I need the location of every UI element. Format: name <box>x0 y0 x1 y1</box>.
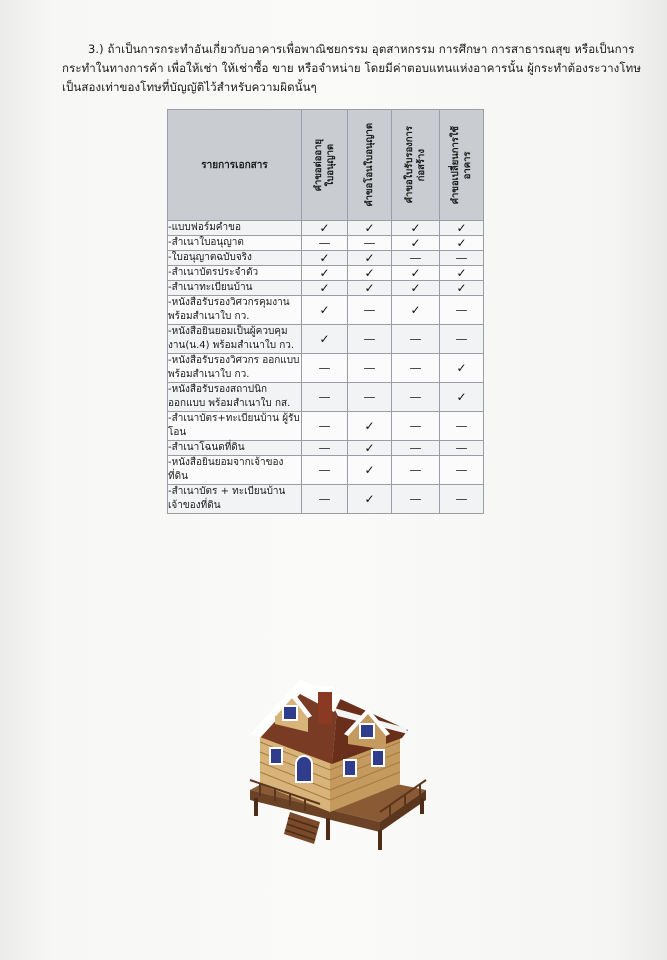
renew-license-mark <box>302 221 348 236</box>
checkmark-icon: ✓ <box>410 281 421 295</box>
header-document-list: รายการเอกสาร <box>168 110 302 221</box>
renew-license-mark <box>302 456 348 485</box>
change-use-mark <box>440 325 484 354</box>
dash-icon: — <box>363 303 376 317</box>
table-row <box>168 412 484 441</box>
checkmark-icon: ✓ <box>456 361 467 375</box>
change-use-mark <box>440 441 484 456</box>
table-row <box>168 251 484 266</box>
change-use-mark <box>440 266 484 281</box>
table-row <box>168 266 484 281</box>
change-use-mark <box>440 456 484 485</box>
construction-cert-mark <box>392 441 440 456</box>
dash-icon: — <box>409 251 422 265</box>
checkmark-icon: ✓ <box>364 419 375 433</box>
checkmark-icon: ✓ <box>456 236 467 250</box>
checkmark-icon: ✓ <box>364 221 375 235</box>
dash-icon: — <box>363 361 376 375</box>
dash-icon: — <box>318 441 331 455</box>
checkmark-icon: ✓ <box>410 221 421 235</box>
transfer-license-mark <box>348 325 392 354</box>
document-item-label: -หนังสือยินยอมเป็นผู้ควบคุมงาน(น.4) พร้อมสำเนาใบ กว. <box>168 325 302 354</box>
checkmark-icon: ✓ <box>319 251 330 265</box>
table-row <box>168 236 484 251</box>
dash-icon: — <box>455 251 468 265</box>
change-use-mark <box>440 485 484 514</box>
checkmark-icon: ✓ <box>410 266 421 280</box>
header-renew-license-label: คำขอต่ออายุ ใบอนุญาต <box>312 138 336 192</box>
checkmark-icon: ✓ <box>456 390 467 404</box>
document-item-label: -ใบอนุญาตฉบับจริง <box>168 251 302 266</box>
renew-license-mark <box>302 441 348 456</box>
document-item-label: -หนังสือยินยอมจากเจ้าของ ที่ดิน <box>168 456 302 485</box>
penalty-paragraph <box>62 40 641 97</box>
construction-cert-mark <box>392 221 440 236</box>
dash-icon: — <box>455 463 468 477</box>
document-item-label: -หนังสือรับรองวิศวกรคุมงาน พร้อมสำเนาใบ กว. <box>168 296 302 325</box>
table-row <box>168 456 484 485</box>
dash-icon: — <box>455 332 468 346</box>
transfer-license-mark <box>348 236 392 251</box>
transfer-license-mark <box>348 456 392 485</box>
change-use-mark <box>440 383 484 412</box>
checkmark-icon: ✓ <box>456 266 467 280</box>
checkmark-icon: ✓ <box>319 332 330 346</box>
dash-icon: — <box>318 236 331 250</box>
header-change-use-label: คำขอเปลี่ยนการใช้ อาคาร <box>449 125 473 205</box>
construction-cert-mark <box>392 456 440 485</box>
construction-cert-mark <box>392 266 440 281</box>
document-item-label: -สำเนาทะเบียนบ้าน <box>168 281 302 296</box>
renew-license-mark <box>302 281 348 296</box>
change-use-mark <box>440 221 484 236</box>
construction-cert-mark <box>392 383 440 412</box>
dash-icon: — <box>363 332 376 346</box>
checkmark-icon: ✓ <box>456 281 467 295</box>
checkmark-icon: ✓ <box>364 463 375 477</box>
document-item-label: -สำเนาบัตร+ทะเบียนบ้าน ผู้รับโอน <box>168 412 302 441</box>
renew-license-mark <box>302 485 348 514</box>
header-transfer-license <box>348 110 392 221</box>
dash-icon: — <box>409 390 422 404</box>
document-item-label: -หนังสือรับรองสถาปนิก ออกแบบ พร้อมสำเนาใบ กส. <box>168 383 302 412</box>
transfer-license-mark <box>348 441 392 456</box>
checkmark-icon: ✓ <box>456 221 467 235</box>
paragraph-line-2: กระทำในทางการค้า เพื่อให้เช่า ให้เช่าซื้อ ขาย หรือจำหน่าย โดยมีค่าตอบแทนแห่งอาคารนั้น ผู้กระทำต้องระวางโทษ <box>62 61 641 75</box>
change-use-mark <box>440 236 484 251</box>
header-construction-cert <box>392 110 440 221</box>
table-row <box>168 325 484 354</box>
checkmark-icon: ✓ <box>319 281 330 295</box>
renew-license-mark <box>302 251 348 266</box>
renew-license-mark <box>302 383 348 412</box>
table-row <box>168 296 484 325</box>
checkmark-icon: ✓ <box>364 251 375 265</box>
table-row <box>168 485 484 514</box>
construction-cert-mark <box>392 281 440 296</box>
construction-cert-mark <box>392 354 440 383</box>
renew-license-mark <box>302 354 348 383</box>
renew-license-mark <box>302 412 348 441</box>
transfer-license-mark <box>348 281 392 296</box>
checkmark-icon: ✓ <box>364 281 375 295</box>
transfer-license-mark <box>348 221 392 236</box>
dash-icon: — <box>455 441 468 455</box>
renew-license-mark <box>302 266 348 281</box>
checkmark-icon: ✓ <box>410 236 421 250</box>
construction-cert-mark <box>392 325 440 354</box>
table-row <box>168 221 484 236</box>
change-use-mark <box>440 354 484 383</box>
dash-icon: — <box>318 361 331 375</box>
transfer-license-mark <box>348 412 392 441</box>
checkmark-icon: ✓ <box>319 266 330 280</box>
header-renew-license <box>302 110 348 221</box>
table-body <box>168 221 484 514</box>
header-transfer-license-label: คำขอโอนใบอนุญาต <box>363 123 375 207</box>
transfer-license-mark <box>348 266 392 281</box>
house-illustration <box>230 672 430 862</box>
construction-cert-mark <box>392 251 440 266</box>
change-use-mark <box>440 281 484 296</box>
checkmark-icon: ✓ <box>319 221 330 235</box>
transfer-license-mark <box>348 251 392 266</box>
dash-icon: — <box>409 492 422 506</box>
checkmark-icon: ✓ <box>364 492 375 506</box>
dash-icon: — <box>409 332 422 346</box>
change-use-mark <box>440 251 484 266</box>
checkmark-icon: ✓ <box>410 303 421 317</box>
checkmark-icon: ✓ <box>364 441 375 455</box>
table-row <box>168 354 484 383</box>
construction-cert-mark <box>392 412 440 441</box>
dash-icon: — <box>363 390 376 404</box>
dash-icon: — <box>455 303 468 317</box>
renew-license-mark <box>302 325 348 354</box>
document-item-label: -สำเนาบัตรประจำตัว <box>168 266 302 281</box>
renew-license-mark <box>302 296 348 325</box>
paragraph-line-3: เป็นสองเท่าของโทษที่บัญญัติไว้สำหรับความผิดนั้นๆ <box>62 80 317 94</box>
transfer-license-mark <box>348 296 392 325</box>
table-row <box>168 383 484 412</box>
header-change-use <box>440 110 484 221</box>
house-icon <box>250 680 426 850</box>
transfer-license-mark <box>348 485 392 514</box>
construction-cert-mark <box>392 236 440 251</box>
document-item-label: -แบบฟอร์มคำขอ <box>168 221 302 236</box>
table-row <box>168 281 484 296</box>
header-construction-cert-label: คำขอใบรับรองการ ก่อสร้าง <box>403 126 427 204</box>
change-use-mark <box>440 296 484 325</box>
dash-icon: — <box>409 463 422 477</box>
dash-icon: — <box>455 419 468 433</box>
dash-icon: — <box>318 390 331 404</box>
dash-icon: — <box>409 419 422 433</box>
dash-icon: — <box>318 492 331 506</box>
checkmark-icon: ✓ <box>319 303 330 317</box>
transfer-license-mark <box>348 354 392 383</box>
dash-icon: — <box>455 492 468 506</box>
checkmark-icon: ✓ <box>364 266 375 280</box>
document-item-label: -หนังสือรับรองวิศวกร ออกแบบ พร้อมสำเนาใบ กว. <box>168 354 302 383</box>
table-row <box>168 441 484 456</box>
dash-icon: — <box>409 441 422 455</box>
dash-icon: — <box>363 236 376 250</box>
dash-icon: — <box>318 463 331 477</box>
renew-license-mark <box>302 236 348 251</box>
paragraph-line-1: 3.) ถ้าเป็นการกระทำอันเกี่ยวกับอาคารเพื่อพาณิชยกรรม อุตสาหกรรม การศึกษา การสาธารณสุข หรือเป็นการ <box>88 42 635 56</box>
document-item-label: -สำเนาโฉนดที่ดิน <box>168 441 302 456</box>
change-use-mark <box>440 412 484 441</box>
construction-cert-mark <box>392 485 440 514</box>
document-item-label: -สำเนาใบอนุญาต <box>168 236 302 251</box>
document-requirements-table <box>167 109 484 514</box>
document-item-label: -สำเนาบัตร + ทะเบียนบ้าน เจ้าของที่ดิน <box>168 485 302 514</box>
dash-icon: — <box>318 419 331 433</box>
transfer-license-mark <box>348 383 392 412</box>
table-header-row <box>168 110 484 221</box>
construction-cert-mark <box>392 296 440 325</box>
dash-icon: — <box>409 361 422 375</box>
